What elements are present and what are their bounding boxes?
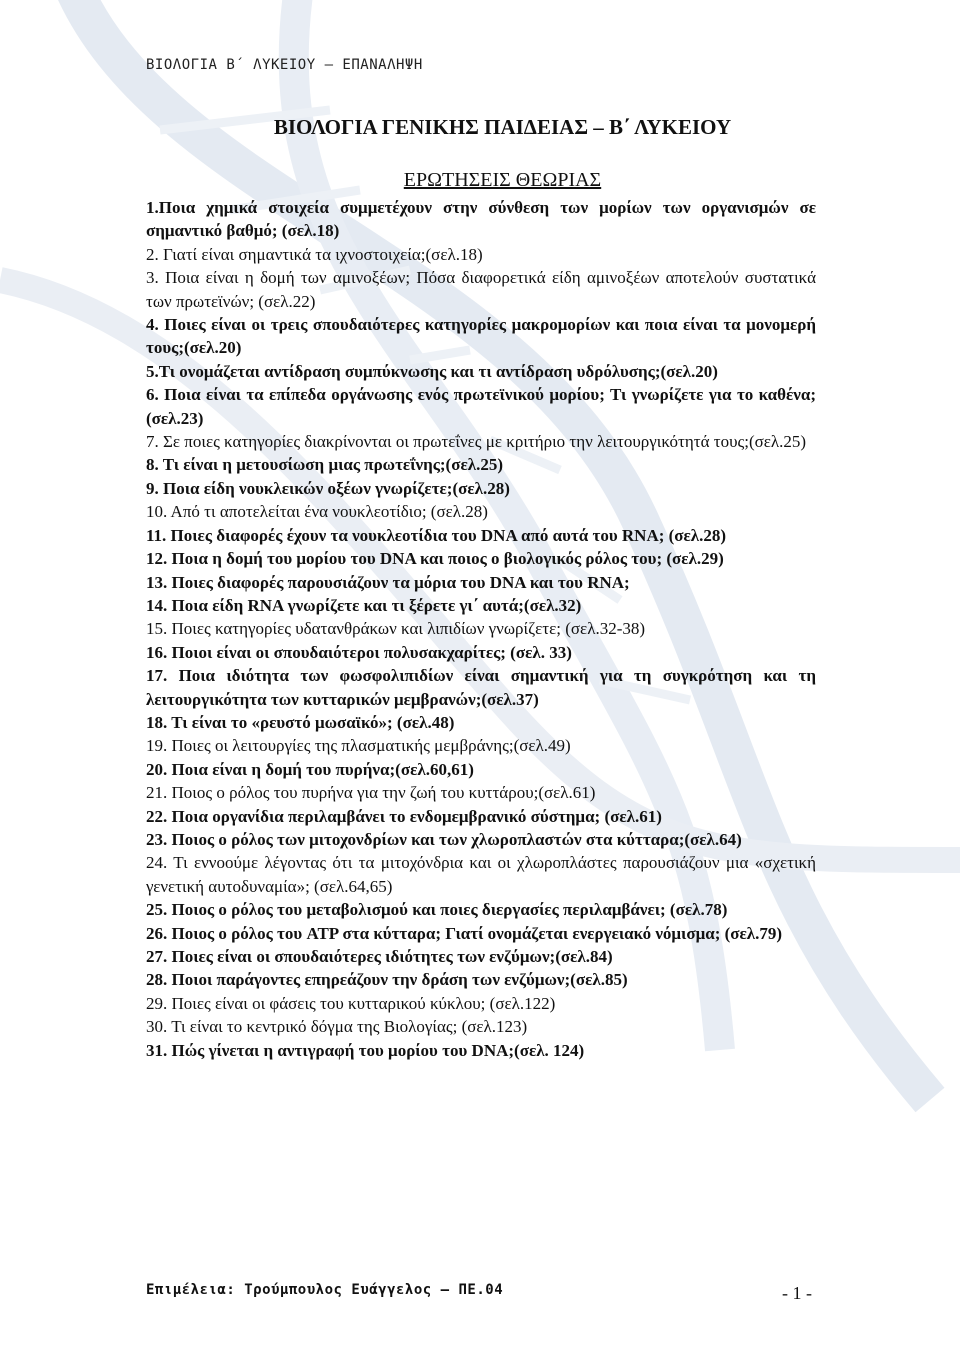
question-item: 11. Ποιες διαφορές έχουν τα νουκλεοτίδια του DNA από αυτά του RNA; (σελ.28) <box>146 525 727 545</box>
question-item: 14. Ποια είδη RNA γνωρίζετε και τι ξέρετε γι΄ αυτά;(σελ.32) <box>146 595 582 615</box>
question-item: 20. Ποια είναι η δομή του πυρήνα;(σελ.60,61) <box>146 759 474 779</box>
question-item: 8. Τι είναι η μετουσίωση μιας πρωτεΐνης;(σελ.25) <box>146 455 503 475</box>
question-item: 21. Ποιος ο ρόλος του πυρήνα για την ζωή του κυττάρου;(σελ.61) <box>146 783 596 803</box>
question-item: 10. Από τι αποτελείται ένα νουκλεοτίδιο; (σελ.28) <box>146 502 488 522</box>
page-number: - 1 - <box>782 1283 812 1303</box>
question-item: 7. Σε ποιες κατηγορίες διακρίνονται οι πρωτεΐνες με κριτήριο την λειτουργικότητά τους;(σελ.25) <box>146 432 807 452</box>
question-item: 12. Ποια η δομή του μορίου του DNA και ποιος ο βιολογικός ρόλος του; (σελ.29) <box>146 549 724 569</box>
question-item: 18. Τι είναι το «ρευστό μωσαϊκό»; (σελ.48) <box>146 712 455 732</box>
question-item: 28. Ποιοι παράγοντες επηρεάζουν την δράση των ενζύμων;(σελ.85) <box>146 970 628 990</box>
question-item: 5.Τι ονομάζεται αντίδραση συμπύκνωσης και τι αντίδραση υδρόλυσης;(σελ.20) <box>146 361 718 381</box>
question-item: 31. Πώς γίνεται η αντιγραφή του μορίου του DNA;(σελ. 124) <box>146 1040 585 1060</box>
document-title: ΒΙΟΛΟΓΙΑ ΓΕΝΙΚΗΣ ΠΑΙΔΕΙΑΣ – Β΄ ΛΥΚΕΙΟΥ <box>273 115 732 139</box>
question-item: 2. Γιατί είναι σημαντικά τα ιχνοστοιχεία;(σελ.18) <box>146 244 483 264</box>
page-header: ΒΙΟΛΟΓΙΑ Β΄ ΛΥΚΕΙΟΥ – ΕΠΑΝΑΛΗΨΗ <box>146 57 423 73</box>
question-list <box>146 196 816 1062</box>
question-item: 29. Ποιες είναι οι φάσεις του κυτταρικού κύκλου; (σελ.122) <box>146 993 556 1013</box>
question-item: 15. Ποιες κατηγορίες υδατανθράκων και λιπιδίων γνωρίζετε; (σελ.32-38) <box>146 619 646 639</box>
question-item: 3. Ποια είναι η δομή των αμινοξέων; Πόσα διαφορετικά είδη αμινοξέων αποτελούν συστατικά των πρωτεϊνών; (σελ.22) <box>146 268 816 311</box>
question-item: 16. Ποιοι είναι οι σπουδαιότεροι πολυσακχαρίτες; (σελ. 33) <box>146 642 572 662</box>
question-item: 26. Ποιος ο ρόλος του ATP στα κύτταρα; Γιατί ονομάζεται ενεργειακό νόμισμα; (σελ.79) <box>146 923 783 943</box>
question-item: 19. Ποιες οι λειτουργίες της πλασματικής μεμβράνης;(σελ.49) <box>146 736 571 756</box>
question-item: 24. Τι εννοούμε λέγοντας ότι τα μιτοχόνδρια και οι χλωροπλάστες παρουσιάζουν μια «σχετική γενετική αυτοδυναμία»; (σελ.64,65) <box>146 853 816 896</box>
question-item: 4. Ποιες είναι οι τρεις σπουδαιότερες κατηγορίες μακρομορίων και ποια είναι τα μονομερή τους;(σελ.20) <box>146 315 816 358</box>
question-item: 23. Ποιος ο ρόλος των μιτοχονδρίων και των χλωροπλαστών στα κύτταρα;(σελ.64) <box>146 829 742 849</box>
question-item: 13. Ποιες διαφορές παρουσιάζουν τα μόρια του DNA και του RNA; <box>146 572 630 592</box>
question-item: 1.Ποια χημικά στοιχεία συμμετέχουν στην σύνθεση των μορίων των οργανισμών σε σημαντικό βαθμό; (σελ.18) <box>146 198 816 241</box>
section-heading: ΕΡΩΤΗΣΕΙΣ ΘΕΩΡΙΑΣ <box>403 169 602 191</box>
question-item: 25. Ποιος ο ρόλος του μεταβολισμού και ποιες διεργασίες περιλαμβάνει; (σελ.78) <box>146 900 728 920</box>
question-item: 17. Ποια ιδιότητα των φωσφολιπιδίων είναι σημαντική για τη συγκρότηση και τη λειτουργικότητα των κυτταρικών μεμβρανών;(σελ.37) <box>146 666 816 709</box>
question-item: 30. Τι είναι το κεντρικό δόγμα της Βιολογίας; (σελ.123) <box>146 1017 528 1037</box>
question-item: 27. Ποιες είναι οι σπουδαιότερες ιδιότητες των ενζύμων;(σελ.84) <box>146 947 613 966</box>
footer-author: Επιμέλεια: Τρούμπουλος Ευάγγελος – ΠΕ.04 <box>146 1282 504 1298</box>
question-item: 6. Ποια είναι τα επίπεδα οργάνωσης ενός πρωτεϊνικού μορίου; Τι γνωρίζετε για το καθένα; (σελ.23) <box>146 385 816 428</box>
question-item: 9. Ποια είδη νουκλεικών οξέων γνωρίζετε;(σελ.28) <box>146 478 510 498</box>
question-item: 22. Ποια οργανίδια περιλαμβάνει το ενδομεμβρανικό σύστημα; (σελ.61) <box>146 806 662 826</box>
